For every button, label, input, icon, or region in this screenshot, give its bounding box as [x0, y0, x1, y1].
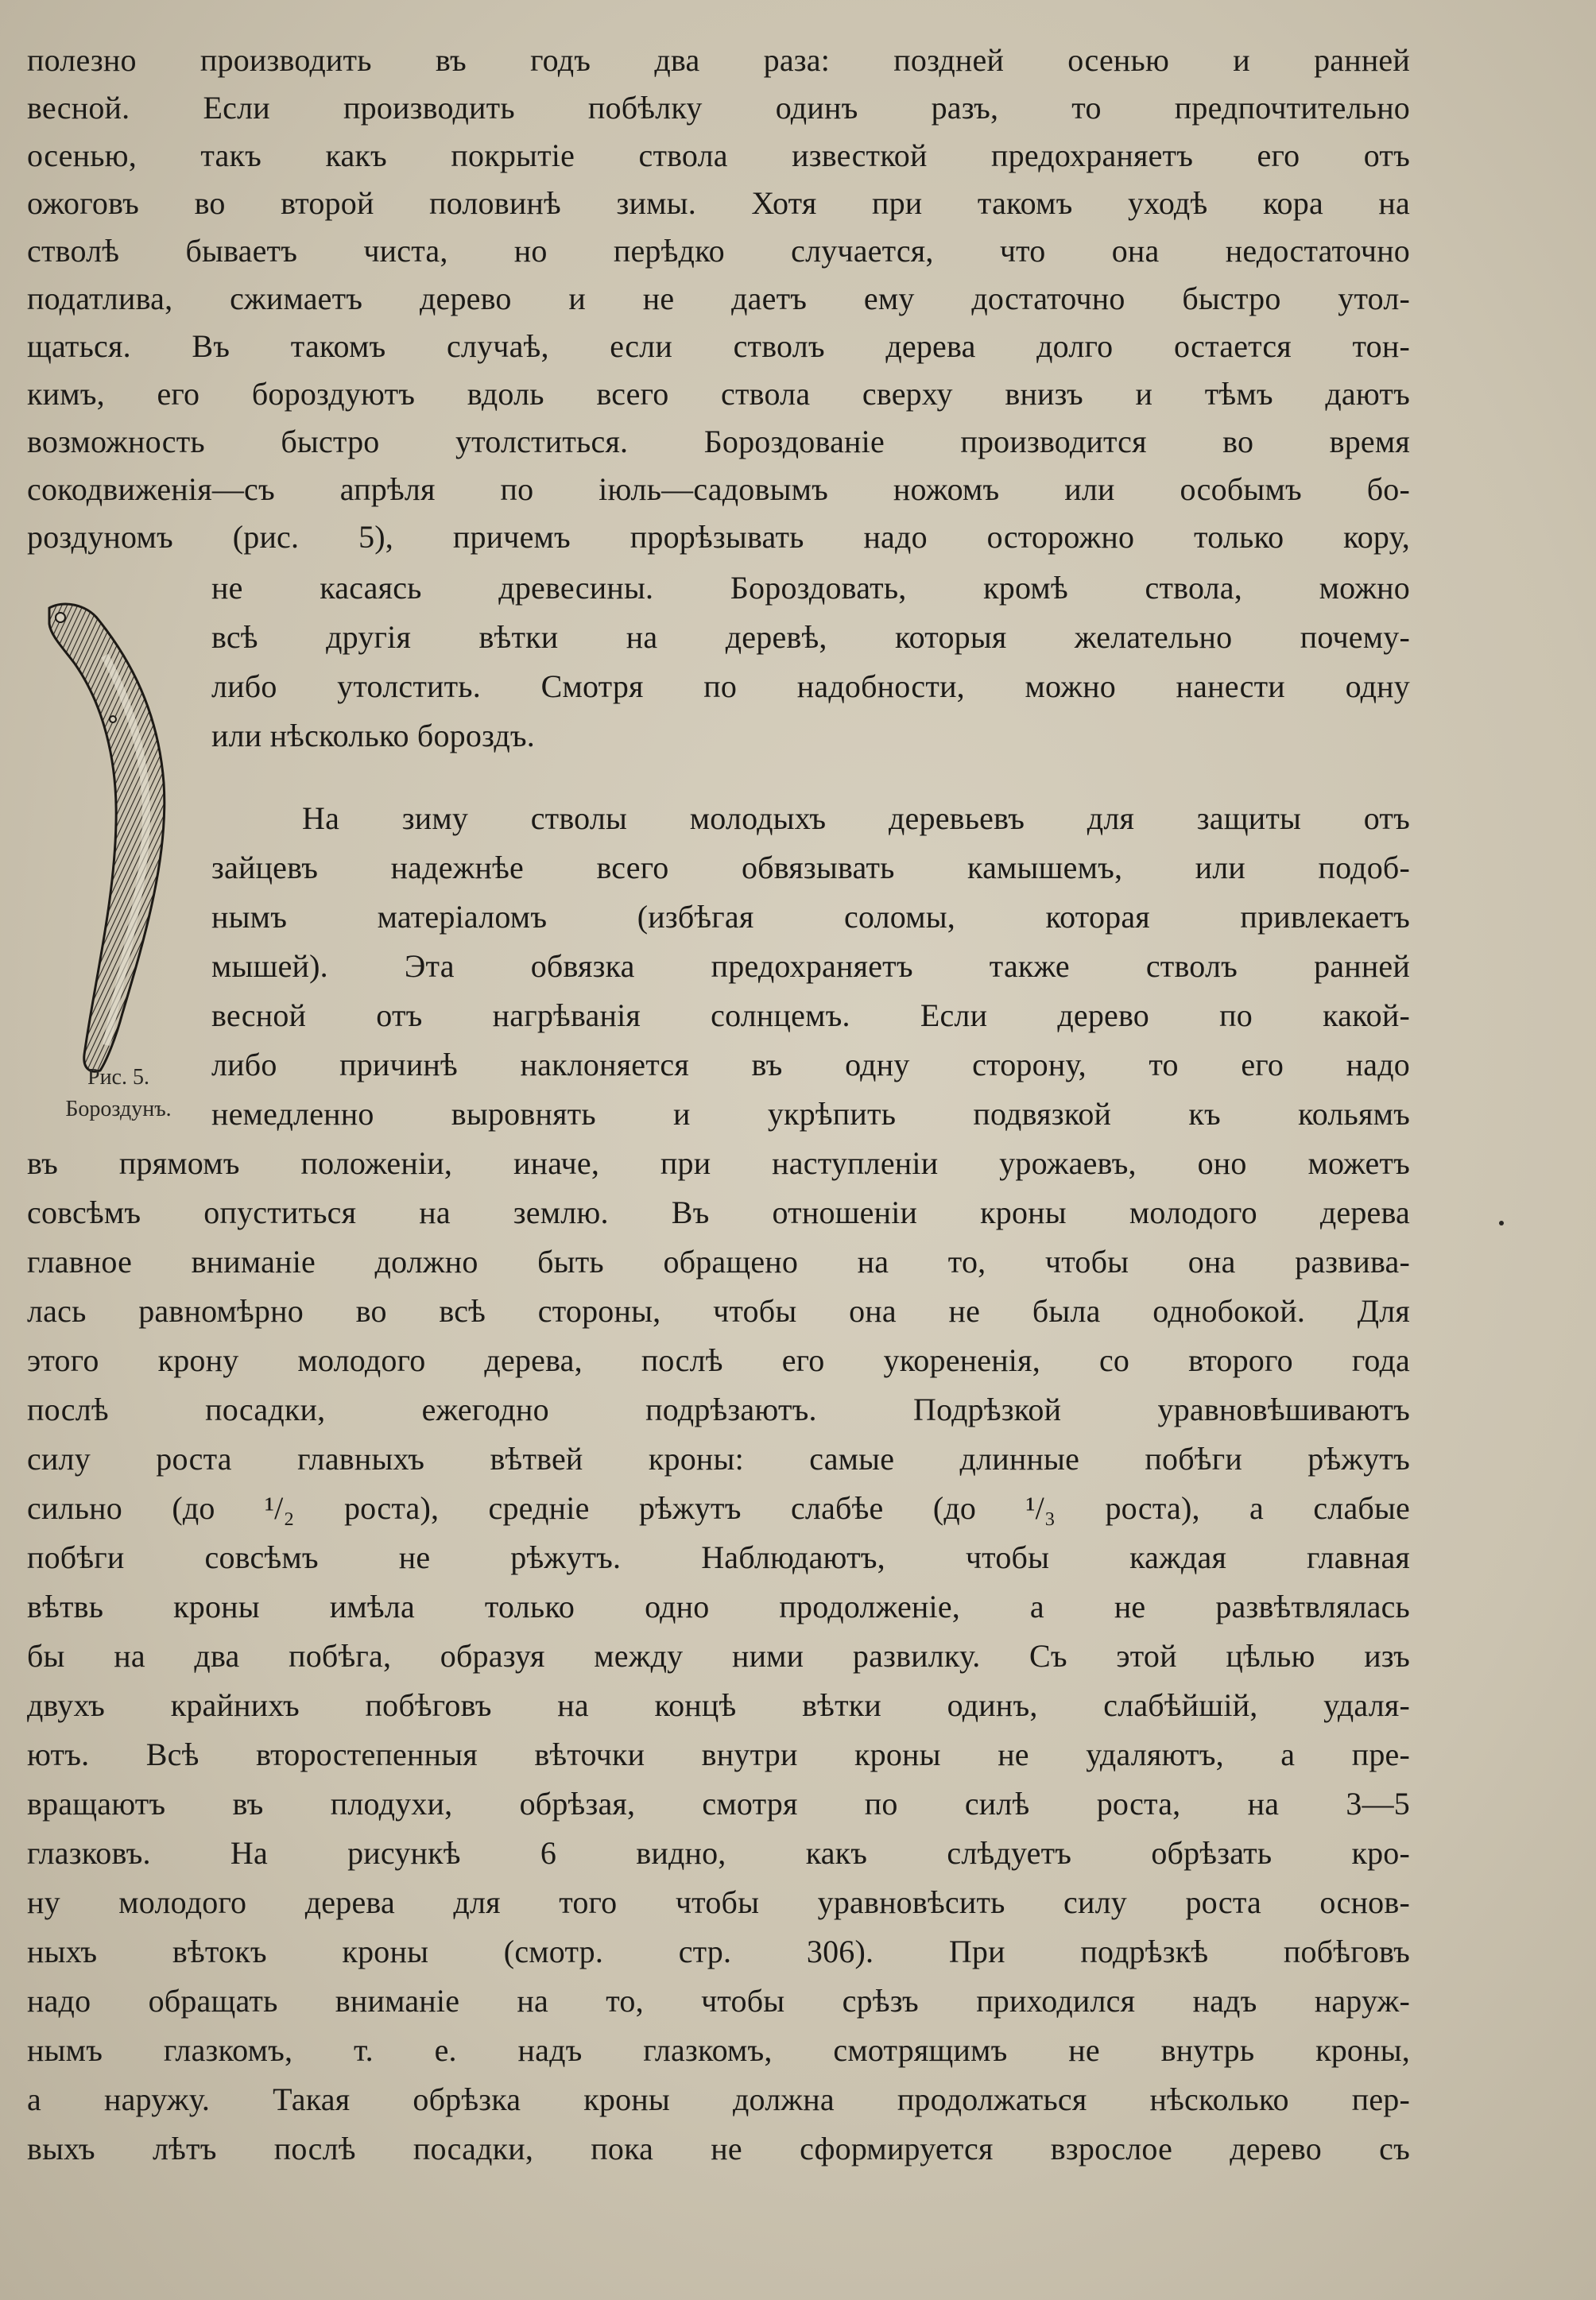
text-line: нымъ глазкомъ, т. е. надъ глазкомъ, смотрящимъ не внутрь кроны,: [27, 2032, 1410, 2068]
text-line: не касаясь древесины. Бороздовать, кромѣ ствола, можно: [211, 570, 1410, 606]
text-line: силу роста главныхъ вѣтвей кроны: самые длинные побѣги рѣжутъ: [27, 1441, 1410, 1477]
text-line: двухъ крайнихъ побѣговъ на концѣ вѣтки одинъ, слабѣйшій, удаля-: [27, 1687, 1410, 1723]
text-line: вѣтвь кроны имѣла только одно продолженіе, а не развѣтвлялась: [27, 1589, 1410, 1624]
text-line: побѣги совсѣмъ не рѣжутъ. Наблюдаютъ, чтобы каждая главная: [27, 1539, 1410, 1575]
text-line: либо причинѣ наклоняется въ одну сторону, то его надо: [211, 1047, 1410, 1082]
text-line: выхъ лѣтъ послѣ посадки, пока не сформируется взрослое дерево съ: [27, 2131, 1410, 2166]
text-line: сильно (до ¹/₂ роста), средніе рѣжутъ слабѣе (до ¹/₃ роста), а слабые: [27, 1490, 1410, 1526]
text-line: вращаютъ въ плодухи, обрѣзая, смотря по силѣ роста, на 3—5: [27, 1786, 1410, 1822]
text-line: мышей). Эта обвязка предохраняетъ также стволъ ранней: [211, 948, 1410, 984]
paragraph-start-line: На зиму стволы молодыхъ деревьевъ для защиты отъ: [302, 800, 1410, 836]
text-line: бы на два побѣга, образуя между ними развилку. Съ этой цѣлью изъ: [27, 1638, 1410, 1674]
text-line: всѣ другія вѣтки на деревѣ, которыя желательно почему-: [211, 619, 1410, 655]
text-line: кимъ, его бороздуютъ вдоль всего ствола сверху внизъ и тѣмъ даютъ: [27, 376, 1410, 412]
text-line: ожоговъ во второй половинѣ зимы. Хотя при такомъ уходѣ кора на: [27, 185, 1410, 221]
text-line: стволѣ бываетъ чиста, но перѣдко случается, что она недостаточно: [27, 233, 1410, 269]
furrowing-knife-illustration: [27, 600, 186, 1077]
text-line: въ прямомъ положеніи, иначе, при наступленіи урожаевъ, оно можетъ: [27, 1145, 1410, 1181]
text-line: щаться. Въ такомъ случаѣ, если стволъ дерева долго остается тон-: [27, 328, 1410, 364]
text-line: податлива, сжимаетъ дерево и не даетъ ему достаточно быстро утол-: [27, 281, 1410, 316]
print-speck: [1499, 1221, 1504, 1226]
text-line: немедленно выровнять и укрѣпить подвязкой къ кольямъ: [211, 1096, 1410, 1132]
figure-caption-number: Рис. 5.: [87, 1065, 149, 1090]
text-line: нымъ матеріаломъ (избѣгая соломы, которая привлекаетъ: [211, 899, 1410, 935]
text-line: ютъ. Всѣ второстепенныя вѣточки внутри кроны не удаляютъ, а пре-: [27, 1737, 1410, 1772]
text-line: глазковъ. На рисункѣ 6 видно, какъ слѣдуетъ обрѣзать кро-: [27, 1835, 1410, 1871]
text-line: а наружу. Такая обрѣзка кроны должна продолжаться нѣсколько пер-: [27, 2081, 1410, 2117]
text-line: либо утолстить. Смотря по надобности, можно нанести одну: [211, 668, 1410, 704]
text-line: совсѣмъ опуститься на землю. Въ отношеніи кроны молодого дерева: [27, 1195, 1410, 1230]
text-line: весной. Если производить побѣлку одинъ разъ, то предпочтительно: [27, 90, 1410, 126]
text-line: полезно производить въ годъ два раза: поздней осенью и ранней: [27, 42, 1410, 78]
text-line: главное вниманіе должно быть обращено на то, чтобы она развива-: [27, 1244, 1410, 1280]
text-line: весной отъ нагрѣванія солнцемъ. Если дерево по какой-: [211, 997, 1410, 1033]
text-line: осенью, такъ какъ покрытіе ствола известкой предохраняетъ его отъ: [27, 137, 1410, 173]
text-line: или нѣсколько бороздъ.: [211, 718, 535, 753]
text-line: послѣ посадки, ежегодно подрѣзаютъ. Подрѣзкой уравновѣшиваютъ: [27, 1392, 1410, 1427]
text-line: возможность быстро утолститься. Бороздованіе производится во время: [27, 424, 1410, 459]
text-line: зайцевъ надежнѣе всего обвязывать камышемъ, или подоб-: [211, 850, 1410, 885]
text-line: роздуномъ (рис. 5), причемъ прорѣзывать надо осторожно только кору,: [27, 519, 1410, 555]
text-line: сокодвиженія—съ апрѣля по іюль—садовымъ ножомъ или особымъ бо-: [27, 471, 1410, 507]
text-line: лась равномѣрно во всѣ стороны, чтобы она не была однобокой. Для: [27, 1293, 1410, 1329]
text-line: ныхъ вѣтокъ кроны (смотр. стр. 306). При подрѣзкѣ побѣговъ: [27, 1934, 1410, 1969]
text-line: ну молодого дерева для того чтобы уравновѣсить силу роста основ-: [27, 1884, 1410, 1920]
text-line: этого крону молодого дерева, послѣ его укорененія, со второго года: [27, 1342, 1410, 1378]
text-line: надо обращать вниманіе на то, чтобы срѣзъ приходился надъ наруж-: [27, 1983, 1410, 2019]
figure-caption-title: Бороздунъ.: [65, 1097, 172, 1121]
